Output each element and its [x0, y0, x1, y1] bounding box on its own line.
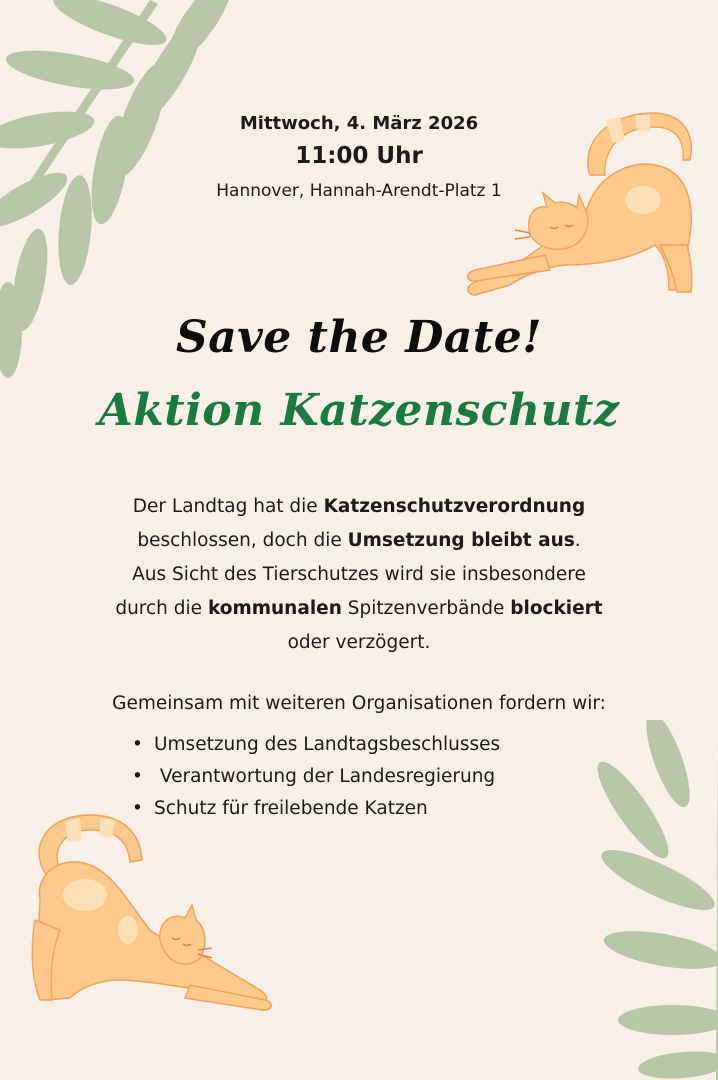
body-text-emphasis: Umsetzung bleibt aus — [347, 530, 575, 551]
body-line — [30, 558, 688, 592]
demands-list — [132, 729, 500, 825]
body-text-segment: oder verzögert. — [287, 632, 431, 653]
demand-text: Verantwortung der Landesregierung — [154, 766, 496, 787]
body-text-segment: Der Landtag hat die — [132, 496, 324, 517]
body-text-emphasis: blockiert — [510, 598, 603, 619]
body-text-segment: Aus Sicht des Tierschutzes wird sie insbesondere — [132, 564, 586, 585]
body-text-segment: Spitzenverbände — [341, 598, 511, 619]
list-item — [132, 761, 500, 793]
demands-intro: Gemeinsam mit weiteren Organisationen fordern wir: — [112, 693, 606, 714]
list-item — [132, 793, 500, 825]
body-line — [30, 626, 688, 660]
demand-text: Umsetzung des Landtagsbeschlusses — [154, 734, 501, 755]
bullet-icon: • — [132, 734, 143, 755]
body-line — [30, 524, 688, 558]
event-info — [0, 110, 718, 206]
event-location: Hannover, Hannah-Arendt-Platz 1 — [216, 181, 502, 201]
bullet-icon: • — [132, 766, 143, 787]
body-text-emphasis: kommunalen — [207, 598, 342, 619]
event-date: Mittwoch, 4. März 2026 — [239, 113, 479, 134]
list-item — [132, 729, 500, 761]
body-paragraph — [30, 490, 688, 660]
body-text-segment: . — [574, 530, 581, 551]
headline-save-the-date: Save the Date! — [175, 312, 543, 363]
body-text-emphasis: Katzenschutzverordnung — [323, 496, 586, 517]
body-line — [30, 490, 688, 524]
headline-campaign: Aktion Katzenschutz — [98, 385, 620, 436]
bullet-icon: • — [132, 798, 143, 819]
body-text-segment: beschlossen, doch die — [137, 530, 348, 551]
body-line — [30, 592, 688, 626]
demand-text: Schutz für freilebende Katzen — [154, 798, 428, 819]
event-time: 11:00 Uhr — [295, 143, 423, 169]
fern-leaf-icon — [588, 720, 718, 1080]
stretching-cat-icon — [20, 810, 280, 1025]
body-text-segment: durch die — [115, 598, 208, 619]
